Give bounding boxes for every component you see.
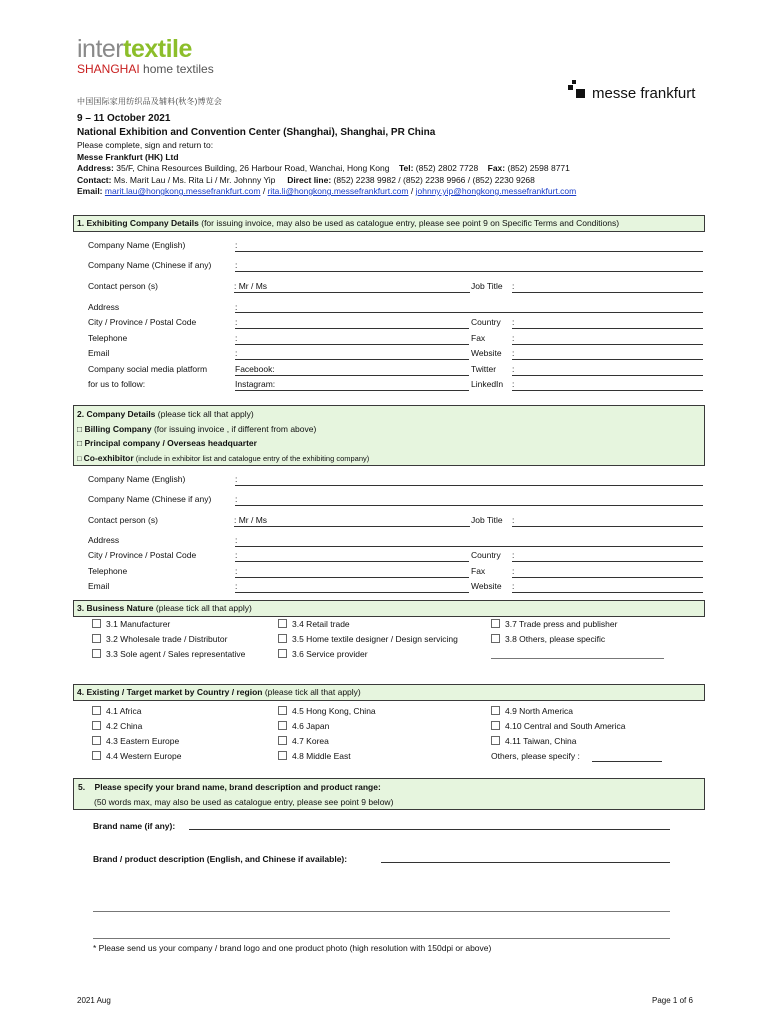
checkbox[interactable] <box>278 706 287 715</box>
s1-city-label: City / Province / Postal Code <box>88 317 197 327</box>
s2-contact-label: Contact person (s) <box>88 515 158 525</box>
section-1-header: 1. Exhibiting Company Details (for issuing invoice, may also be used as catalogue entry, please see point 9 on Specific Terms and Conditions) <box>73 215 705 232</box>
s3-option-3-5[interactable]: 3.5 Home textile designer / Design servicing <box>278 634 458 644</box>
s2-billing-option[interactable]: □ Billing Company (for issuing invoice , if different from above) <box>77 423 317 434</box>
s2-telephone-label: Telephone <box>88 566 128 576</box>
s2-city-label: City / Province / Postal Code <box>88 550 197 560</box>
s4-option-4-5[interactable]: 4.5 Hong Kong, China <box>278 706 376 716</box>
s2-email-label: Email <box>88 581 110 591</box>
logo-chinese-text: 中国国际家用纺织品及辅料(秋冬)博览会 <box>77 97 223 106</box>
section-2-header: 2. Company Details (please tick all that apply) □ Billing Company (for issuing invoice , if different from above) □ Principal company / Overseas headquarter □ Co-exhibitor (include in exhibitor list and catalogue entry of the exhibiting company) <box>73 405 705 466</box>
checkbox[interactable] <box>92 619 101 628</box>
s4-option-4-8[interactable]: 4.8 Middle East <box>278 751 351 761</box>
s1-job-title-field[interactable] <box>512 292 703 293</box>
s2-fax-label: Fax <box>471 566 486 576</box>
s3-option-3-2[interactable]: 3.2 Wholesale trade / Distributor <box>92 634 227 644</box>
s1-telephone-field[interactable] <box>235 344 469 345</box>
event-venue: National Exhibition and Convention Center (Shanghai), Shanghai, PR China <box>77 127 436 138</box>
s2-website-field[interactable] <box>512 592 703 593</box>
s1-email-label: Email <box>88 348 110 358</box>
s4-option-4-4[interactable]: 4.4 Western Europe <box>92 751 181 761</box>
s1-address-label: Address <box>88 302 120 312</box>
s5-footnote: * Please send us your company / brand logo and one product photo (high resolution with 150dpi or above) <box>93 943 492 953</box>
address-line: Address: 35/F, China Resources Building, 26 Harbour Road, Wanchai, Hong Kong Tel: (852) 2802 7728 Fax: (852) 2598 8771 <box>77 163 570 173</box>
s5-brand-name-field[interactable] <box>189 829 670 830</box>
s1-company-en-field[interactable] <box>235 251 703 252</box>
checkbox[interactable] <box>92 634 101 643</box>
checkbox[interactable] <box>278 751 287 760</box>
s3-option-3-1[interactable]: 3.1 Manufacturer <box>92 619 170 629</box>
s5-brand-desc-field[interactable] <box>381 862 670 863</box>
s3-option-3-3[interactable]: 3.3 Sole agent / Sales representative <box>92 649 245 659</box>
s4-option-4-6[interactable]: 4.6 Japan <box>278 721 329 731</box>
email-link-marit[interactable]: marit.lau@hongkong.messefrankfurt.com <box>104 186 261 196</box>
s2-email-field[interactable] <box>235 592 469 593</box>
s1-twitter-label: Twitter <box>471 364 497 374</box>
s1-telephone-label: Telephone <box>88 333 128 343</box>
s1-fax-field[interactable] <box>512 344 703 345</box>
checkbox[interactable] <box>278 634 287 643</box>
logo-home-textiles-text: home textiles <box>143 62 214 76</box>
checkbox[interactable] <box>92 736 101 745</box>
email-line: Email: marit.lau@hongkong.messefrankfurt.com / rita.li@hongkong.messefrankfurt.com / johnny.yip@hongkong.messefrankfurt.com <box>77 186 577 196</box>
s3-option-3-8[interactable]: 3.8 Others, please specific <box>491 634 605 644</box>
s1-facebook-field[interactable] <box>235 375 469 376</box>
checkbox[interactable] <box>491 619 500 628</box>
instruction-text: Please complete, sign and return to: <box>77 140 214 150</box>
s2-company-en-field[interactable] <box>235 485 703 486</box>
checkbox[interactable] <box>92 721 101 730</box>
section-5-header: 5. Please specify your brand name, brand description and product range: (50 words max, may also be used as catalogue entry, please see point 9 below) <box>73 778 705 810</box>
s5-brand-desc-line-2[interactable] <box>93 911 670 912</box>
checkbox[interactable] <box>491 634 500 643</box>
s4-option-4-3[interactable]: 4.3 Eastern Europe <box>92 736 179 746</box>
messe-frankfurt-text: messe frankfurt <box>592 85 696 102</box>
s4-others-label: Others, please specify : <box>491 751 580 761</box>
s2-principal-option[interactable]: □ Principal company / Overseas headquarter <box>77 438 257 448</box>
s4-option-4-7[interactable]: 4.7 Korea <box>278 736 329 746</box>
section-4-header: 4. Existing / Target market by Country / region (please tick all that apply) <box>73 684 705 701</box>
s2-company-cn-field[interactable] <box>235 505 703 506</box>
s5-brand-desc-label: Brand / product description (English, and Chinese if available): <box>93 854 348 864</box>
s2-job-title-label: Job Title <box>471 515 503 525</box>
checkbox[interactable] <box>92 649 101 658</box>
s2-country-field[interactable] <box>512 561 703 562</box>
checkbox[interactable] <box>278 649 287 658</box>
org-name: Messe Frankfurt (HK) Ltd <box>77 151 179 162</box>
footer-page-number: Page 1 of 6 <box>652 996 693 1005</box>
s2-company-en-label: Company Name (English) <box>88 474 186 484</box>
logo-textile-text: textile <box>123 35 192 63</box>
s1-address-field[interactable] <box>235 312 703 313</box>
checkbox[interactable] <box>278 736 287 745</box>
s2-country-label: Country <box>471 550 501 560</box>
s1-instagram-label: Instagram: <box>235 379 276 389</box>
s3-option-3-7[interactable]: 3.7 Trade press and publisher <box>491 619 617 629</box>
s1-website-field[interactable] <box>512 359 703 360</box>
s2-fax-field[interactable] <box>512 577 703 578</box>
s4-option-4-11[interactable]: 4.11 Taiwan, China <box>491 736 577 746</box>
email-link-johnny[interactable]: johnny.yip@hongkong.messefrankfurt.com <box>415 186 577 196</box>
s5-brand-name-label: Brand name (if any): <box>93 821 176 831</box>
s2-address-field[interactable] <box>235 546 703 547</box>
s1-company-en-label: Company Name (English) <box>88 240 186 250</box>
messe-frankfurt-mark-icon <box>568 80 586 102</box>
s1-job-title-label: Job Title <box>471 281 503 291</box>
s1-social-label-2: for us to follow: <box>88 379 146 389</box>
s4-option-4-2[interactable]: 4.2 China <box>92 721 142 731</box>
s1-social-label: Company social media platform <box>88 364 208 374</box>
s1-instagram-field[interactable] <box>235 390 469 391</box>
checkbox[interactable] <box>491 706 500 715</box>
s1-contact-label: Contact person (s) <box>88 281 158 291</box>
s2-company-cn-label: Company Name (Chinese if any) <box>88 494 212 504</box>
s1-fax-label: Fax <box>471 333 486 343</box>
s4-others-field[interactable] <box>592 761 662 762</box>
checkbox[interactable] <box>278 721 287 730</box>
s2-telephone-field[interactable] <box>235 577 469 578</box>
checkbox[interactable] <box>491 736 500 745</box>
s1-linkedin-field[interactable] <box>512 390 703 391</box>
s4-option-4-9[interactable]: 4.9 North America <box>491 706 573 716</box>
s1-linkedin-label: LinkedIn <box>471 379 504 389</box>
s1-company-cn-label: Company Name (Chinese if any) <box>88 260 212 270</box>
checkbox[interactable] <box>92 706 101 715</box>
s4-option-4-1[interactable]: 4.1 Africa <box>92 706 141 716</box>
checkbox[interactable] <box>278 619 287 628</box>
contact-line: Contact: Ms. Marit Lau / Ms. Rita Li / Mr. Johnny Yip Direct line: (852) 2238 9982 / (852) 2238 9966 / (852) 2230 9268 <box>77 174 535 185</box>
s2-mr-ms: : Mr / Ms <box>234 515 268 525</box>
checkbox[interactable] <box>92 751 101 760</box>
s1-city-field[interactable] <box>235 328 469 329</box>
s5-brand-desc-line-3[interactable] <box>93 938 670 939</box>
logo-inter-text: inter <box>77 35 124 63</box>
logo-shanghai-text: SHANGHAI <box>77 62 140 76</box>
s1-website-label: Website <box>471 348 502 358</box>
s1-facebook-label: Facebook: <box>235 364 275 374</box>
event-dates: 9 – 11 October 2021 <box>77 113 171 124</box>
email-link-rita[interactable]: rita.li@hongkong.messefrankfurt.com <box>267 186 409 196</box>
s4-option-4-10[interactable]: 4.10 Central and South America <box>491 721 626 731</box>
s2-website-label: Website <box>471 581 502 591</box>
s1-country-label: Country <box>471 317 501 327</box>
checkbox[interactable] <box>491 721 500 730</box>
header-info <box>77 113 707 198</box>
s1-mr-ms: : Mr / Ms <box>234 281 268 291</box>
footer-date: 2021 Aug <box>77 996 111 1005</box>
s1-company-cn-field[interactable] <box>235 271 703 272</box>
s1-email-field[interactable] <box>235 359 469 360</box>
intertextile-logo <box>77 36 214 76</box>
section-3-header: 3. Business Nature (please tick all that apply) <box>73 600 705 617</box>
s2-job-title-field[interactable] <box>512 526 703 527</box>
s2-address-label: Address <box>88 535 120 545</box>
s2-coexhibitor-option[interactable]: □ Co-exhibitor (include in exhibitor list and catalogue entry of the exhibiting company) <box>77 452 370 463</box>
s1-contact-field[interactable] <box>234 292 470 293</box>
messe-frankfurt-logo <box>568 80 695 102</box>
s2-city-field[interactable] <box>235 561 469 562</box>
s3-option-3-6[interactable]: 3.6 Service provider <box>278 649 368 659</box>
s1-country-field[interactable] <box>512 328 703 329</box>
s1-twitter-field[interactable] <box>512 375 703 376</box>
s3-others-field[interactable] <box>491 658 664 659</box>
s3-option-3-4[interactable]: 3.4 Retail trade <box>278 619 350 629</box>
s2-contact-field[interactable] <box>234 526 470 527</box>
